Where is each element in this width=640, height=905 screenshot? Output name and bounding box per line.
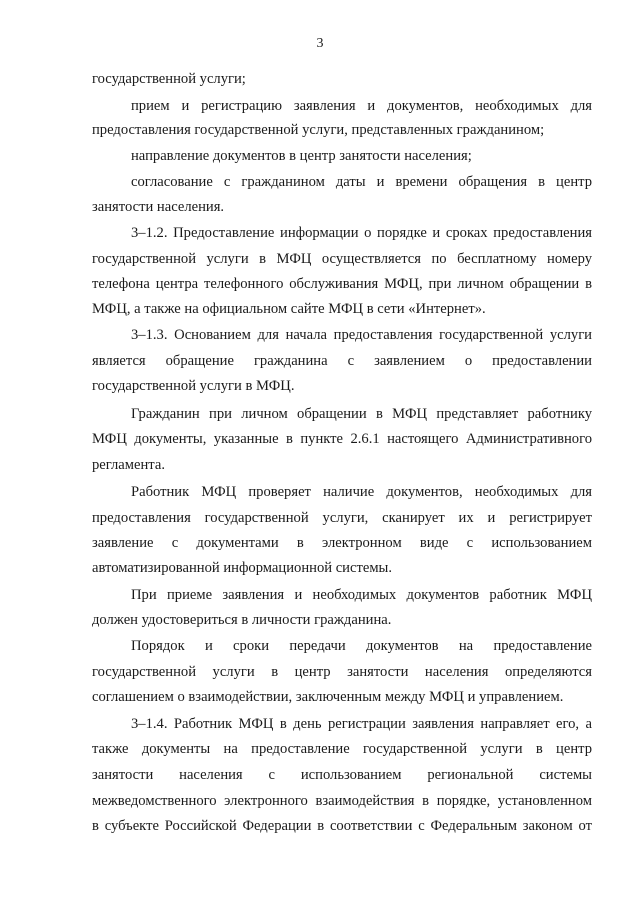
text-line: Работник МФЦ проверяет наличие документов, необходимых для — [131, 484, 592, 500]
text-line: МФЦ, а также на официальном сайте МФЦ в сети «Интернет». — [92, 301, 486, 317]
text-line: 3–1.3. Основанием для начала предоставления государственной услуги — [131, 327, 592, 343]
text-line: согласование с гражданином даты и времени обращения в центр — [131, 174, 592, 190]
text-line: Порядок и сроки передачи документов на предоставление — [131, 638, 592, 654]
text-line: занятости населения с использованием региональной системы — [92, 767, 592, 783]
text-line: межведомственного электронного взаимодействия в порядке, установленном — [92, 793, 592, 809]
text-line: в субъекте Российской Федерации в соответствии с Федеральным законом от — [92, 818, 592, 834]
text-line: направление документов в центр занятости населения; — [131, 148, 472, 164]
text-line: государственной услуги в центр занятости населения определяются — [92, 664, 592, 680]
text-line: государственной услуги в МФЦ. — [92, 378, 295, 394]
text-line: государственной услуги в МФЦ осуществляется по бесплатному номеру — [92, 251, 592, 267]
text-line: занятости населения. — [92, 199, 225, 215]
text-line: должен удостовериться в личности гражданина. — [92, 612, 392, 628]
text-line: государственной услуги; — [92, 71, 246, 87]
text-line: 3–1.2. Предоставление информации о порядке и сроках предоставления — [131, 225, 592, 241]
text-line: Гражданин при личном обращении в МФЦ представляет работнику — [131, 406, 592, 422]
text-line: 3–1.4. Работник МФЦ в день регистрации заявления направляет его, а — [131, 716, 592, 732]
text-line: При приеме заявления и необходимых документов работник МФЦ — [131, 587, 592, 603]
page-number: 3 — [316, 36, 324, 51]
text-line: соглашением о взаимодействии, заключенным между МФЦ и управлением. — [92, 689, 564, 705]
text-line: автоматизированной информационной системы. — [92, 560, 393, 576]
text-line: телефона центра телефонного обслуживания МФЦ, при личном обращении в — [92, 276, 592, 292]
text-line: МФЦ документы, указанные в пункте 2.6.1 настоящего Административного — [92, 431, 592, 447]
text-line: предоставления государственной услуги, сканирует их и регистрирует — [92, 510, 592, 526]
text-line: является обращение гражданина с заявлением о предоставлении — [92, 353, 592, 369]
text-line: заявление с документами в электронном виде с использованием — [92, 535, 592, 551]
text-line: предоставления государственной услуги, представленных гражданином; — [92, 122, 545, 138]
text-line: прием и регистрацию заявления и документов, необходимых для — [131, 98, 592, 114]
text-line: регламента. — [92, 457, 165, 473]
text-line: также документы на предоставление государственной услуги в центр — [92, 741, 592, 757]
